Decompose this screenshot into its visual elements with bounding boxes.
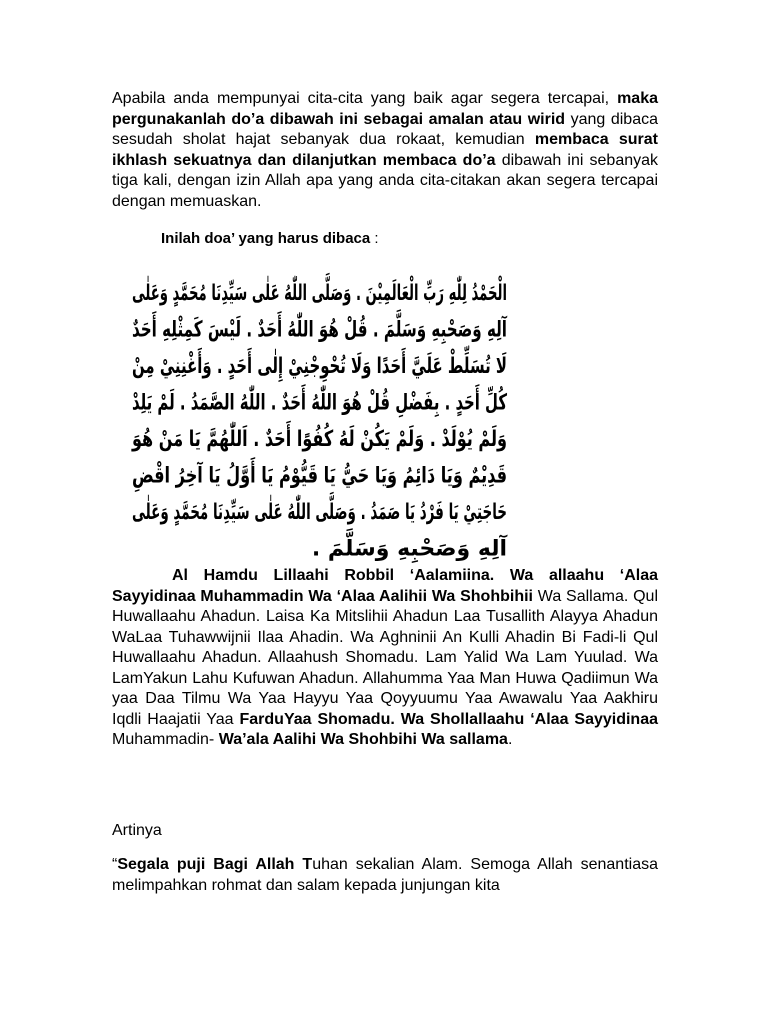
arabic-line: آلِهِ وَصَحْبِهِ وَسَلَّمَ . bbox=[311, 536, 507, 562]
arabic-line: لَا تُسَلِّطْ عَلَيَّ أَحَدًا وَلَا تُحْوِجْنِيْ إِلٰى أَحَدٍ . وَأَغْنِنِيْ مِنْ bbox=[132, 354, 686, 379]
prayer-intro-heading bbox=[161, 229, 379, 249]
translit-bold-2: FarduYaa Shomadu. Wa Shollallaahu ‘Alaa Sayyidinaa bbox=[239, 710, 658, 728]
para1-text-3: dibawah ini sebanyak tiga kali, dengan izin Allah apa yang anda cita-citakan akan segera tercapai dengan memuaskan. bbox=[112, 151, 659, 210]
para1-bold-2: membaca surat ikhlash sekuatnya dan dilanjutkan membaca do’a bbox=[112, 131, 658, 169]
transliteration-paragraph bbox=[112, 566, 658, 751]
meaning-quote: “ bbox=[112, 856, 118, 873]
meaning-paragraph bbox=[112, 855, 658, 896]
translit-text-1: Wa Sallama. Qul Huwallaahu Ahadun. Laisa Ka Mitslihii Ahadun Laa Tusallith Alayya Ahadun WaLaa Tuhawwijnii Ilaa Ahadin. Wa Aghninii An Kulli Ahadin Bi Fadi-li Qul Huwallaahu Ahadun. Allaahush Shomadu. Lam Yalid Wa Lam Yuulad. Wa LamYakun Lahu Kufuwan Ahadun. Allahumma Yaa Man Huwa Qadiimun Wa yaa Daa Tilmu Wa Yaa Hayyu Yaa Qoyyuumu Yaa Awawalu Yaa Aakhiru Iqdli Haajatii Yaa bbox=[112, 587, 658, 728]
para1-text-1: Apabila anda mempunyai cita-cita yang baik agar segera tercapai, bbox=[112, 90, 618, 107]
meaning-bold: Segala puji Bagi Allah T bbox=[117, 856, 313, 873]
artinya-heading: Artinya bbox=[112, 822, 162, 839]
prayer-intro-label: Inilah doa’ yang harus dibaca bbox=[161, 230, 371, 247]
arabic-line: كُلِّ أَحَدٍ . بِفَضْلِ قُلْ هُوَ اللّٰهُ أَحَدٌ . اللّٰهُ الصَّمَدُ . لَمْ يَلِدْ bbox=[132, 390, 687, 416]
prayer-intro-colon: : bbox=[370, 230, 379, 247]
para1-bold-1: maka pergunakanlah do’a dibawah ini sebagai amalan atau wirid bbox=[112, 90, 658, 128]
translit-bold-1: Al Hamdu Lillaahi Robbil ‘Aalamiina. Wa allaahu ‘Alaa Sayyidinaa Muhammadin Wa ‘Alaa Aalihii Wa Shohbihii bbox=[112, 567, 658, 605]
translit-text-3: . bbox=[507, 731, 513, 748]
intro-paragraph bbox=[112, 89, 658, 212]
arabic-line: قَدِيْمٌ وَيَا دَائِمُ وَيَا حَيُّ يَا قَيُّوْمُ يَا أَوَّلُ يَا آخِرُ اقْضِ bbox=[132, 463, 644, 489]
arabic-prayer-image bbox=[122, 270, 757, 570]
arabic-line: الْحَمْدُ لِلّٰهِ رَبِّ الْعَالَمِيْنَ . وَصَلَّى اللّٰهُ عَلٰى سَيِّدِنَا مُحَمَّدٍ وَعَلٰى bbox=[132, 281, 757, 306]
translit-bold-3: Wa’ala Aalihi Wa Shohbihi Wa sallama bbox=[218, 731, 508, 748]
arabic-prayer-text bbox=[122, 270, 757, 570]
translit-text-2: Muhammadin- bbox=[112, 731, 219, 748]
meaning-text: uhan sekalian Alam. Semoga Allah senantiasa melimpahkan rohmat dan salam kepada junjungan kita bbox=[112, 856, 659, 894]
arabic-line: آلِهِ وَصَحْبِهِ وَسَلَّمَ . قُلْ هُوَ اللّٰهُ أَحَدٌ . لَيْسَ كَمِثْلِهِ أَحَدٌ bbox=[132, 317, 678, 343]
arabic-line: حَاجَتِيْ يَا فَرْدُ يَا صَمَدُ . وَصَلَّى اللّٰهُ عَلٰى سَيِّدِنَا مُحَمَّدٍ وَعَلٰى bbox=[132, 500, 745, 525]
arabic-line: وَلَمْ يُوْلَدْ . وَلَمْ يَكُنْ لَهُ كُفُوًا أَحَدٌ . اَللّٰهُمَّ يَا مَنْ هُوَ bbox=[132, 427, 647, 452]
para1-text-2: yang dibaca sesudah sholat hajat sebanyak dua rokaat, kemudian bbox=[112, 110, 658, 148]
